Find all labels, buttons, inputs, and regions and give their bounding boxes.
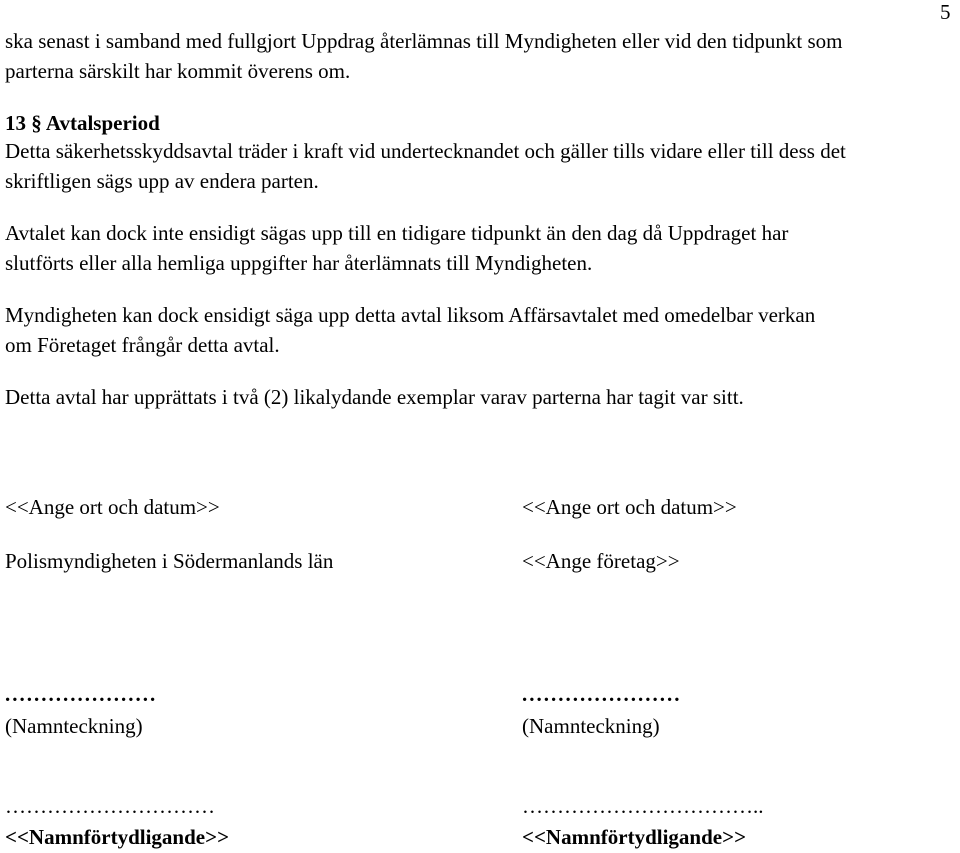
right-party-name: <<Ange företag>>	[522, 549, 680, 573]
paragraph-line: om Företaget frångår detta avtal.	[5, 333, 280, 357]
paragraph-line: ska senast i samband med fullgjort Uppdrag återlämnas till Myndigheten eller vid den tidpunkt som	[5, 29, 843, 53]
right-signature-label: (Namnteckning)	[522, 714, 660, 738]
right-name-clarification: <<Namnförtydligande>>	[522, 825, 747, 849]
left-name-clarification: <<Namnförtydligande>>	[5, 825, 230, 849]
paragraph-line: Avtalet kan dock inte ensidigt sägas upp till en tidigare tidpunkt än den dag då Uppdraget har	[5, 221, 789, 245]
page-number: 5	[940, 0, 951, 24]
paragraph-line: skriftligen sägs upp av endera parten.	[5, 169, 319, 193]
paragraph-line: Detta säkerhetsskyddsavtal träder i kraft vid undertecknandet och gäller tills vidare eller till dess det	[5, 139, 846, 163]
left-signature-label: (Namnteckning)	[5, 714, 143, 738]
left-place-date: <<Ange ort och datum>>	[5, 495, 220, 519]
paragraph-line: Detta avtal har upprättats i två (2) likalydande exemplar varav parterna har tagit var sitt.	[5, 385, 744, 409]
right-place-date: <<Ange ort och datum>>	[522, 495, 737, 519]
section-heading: 13 § Avtalsperiod	[5, 111, 160, 135]
paragraph-line: slutförts eller alla hemliga uppgifter har återlämnats till Myndigheten.	[5, 251, 593, 275]
right-signature-dots: ......................	[522, 682, 682, 706]
left-signature-dots: .....................	[5, 682, 158, 706]
paragraph-line: Myndigheten kan dock ensidigt säga upp detta avtal liksom Affärsavtalet med omedelbar verkan	[5, 303, 816, 327]
right-name-dots: ……………………………..	[522, 794, 764, 818]
left-name-dots: …………………………	[5, 794, 215, 818]
paragraph-line: parterna särskilt har kommit överens om.	[5, 59, 351, 83]
left-party-name: Polismyndigheten i Södermanlands län	[5, 549, 334, 573]
